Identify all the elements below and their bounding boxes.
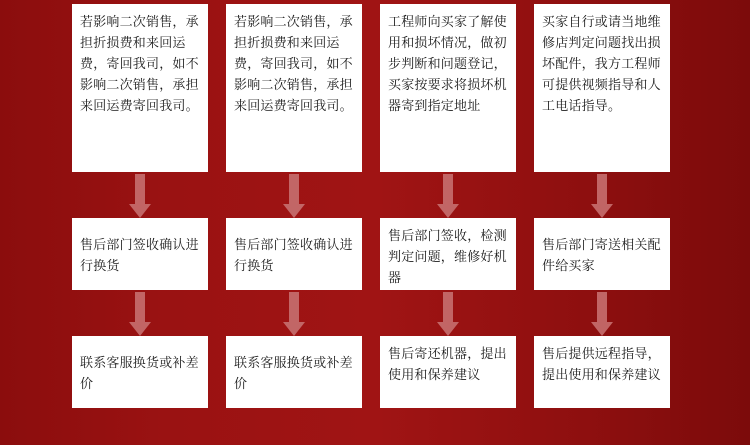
arrow-head: [129, 204, 151, 218]
down-arrow-icon: [437, 174, 459, 218]
arrow-shaft: [135, 174, 145, 204]
arrow-shaft: [289, 174, 299, 204]
flow-card-step1: [534, 4, 670, 172]
flow-card-text: 若影响二次销售，承担折损费和来回运费，寄回我司，如不影响二次销售，承担来回运费寄回我司。: [80, 14, 199, 113]
flow-card-step1: [380, 4, 516, 172]
flow-card-text: 售后提供远程指导，提出使用和保养建议: [542, 346, 661, 382]
arrow-shaft: [289, 292, 299, 322]
arrow-head: [437, 322, 459, 336]
flow-column-4: [528, 0, 682, 445]
arrow-shaft: [443, 292, 453, 322]
flow-card-text: 联系客服换货或补差价: [80, 354, 199, 391]
flow-card-step1: [226, 4, 362, 172]
flow-card-text: 若影响二次销售，承担折损费和来回运费，寄回我司，如不影响二次销售，承担来回运费寄回我司。: [234, 14, 353, 113]
flow-card-step3: [72, 336, 208, 408]
flow-card-text: 售后部门签收确认进行换货: [80, 236, 199, 273]
flow-card-step2: [72, 218, 208, 290]
flow-column-3: [374, 0, 528, 445]
flow-card-text: 售后部门签收确认进行换货: [234, 236, 353, 273]
flow-card-text: 售后寄还机器，提出使用和保养建议: [388, 346, 507, 382]
down-arrow-icon: [591, 292, 613, 336]
arrow-shaft: [597, 174, 607, 204]
flow-card-text: 联系客服换货或补差价: [234, 354, 353, 391]
flow-card-text: 买家自行或请当地维修店判定问题找出损坏配件，我方工程师可提供视频指导和人工电话指导。: [542, 14, 661, 113]
arrow-head: [283, 322, 305, 336]
arrow-head: [437, 204, 459, 218]
down-arrow-icon: [591, 174, 613, 218]
flow-card-step2: [534, 218, 670, 290]
flow-card-step1: [72, 4, 208, 172]
down-arrow-icon: [437, 292, 459, 336]
flow-column-1: [66, 0, 220, 445]
flow-card-step3: [534, 336, 670, 408]
flow-card-text: 工程师向买家了解使用和损坏情况，做初步判断和问题登记，买家按要求将损坏机器寄到指定地址: [388, 14, 507, 113]
down-arrow-icon: [283, 292, 305, 336]
flow-card-step3: [226, 336, 362, 408]
flow-card-text: 售后部门签收，检测判定问题，维修好机器: [388, 228, 507, 285]
flow-card-step2: [380, 218, 516, 290]
down-arrow-icon: [129, 292, 151, 336]
arrow-shaft: [443, 174, 453, 204]
arrow-head: [129, 322, 151, 336]
arrow-shaft: [135, 292, 145, 322]
arrow-shaft: [597, 292, 607, 322]
arrow-head: [283, 204, 305, 218]
flow-card-step3: [380, 336, 516, 408]
arrow-head: [591, 322, 613, 336]
down-arrow-icon: [283, 174, 305, 218]
flow-card-text: 售后部门寄送相关配件给买家: [542, 236, 661, 273]
flow-card-step2: [226, 218, 362, 290]
arrow-head: [591, 204, 613, 218]
flow-column-2: [220, 0, 374, 445]
down-arrow-icon: [129, 174, 151, 218]
